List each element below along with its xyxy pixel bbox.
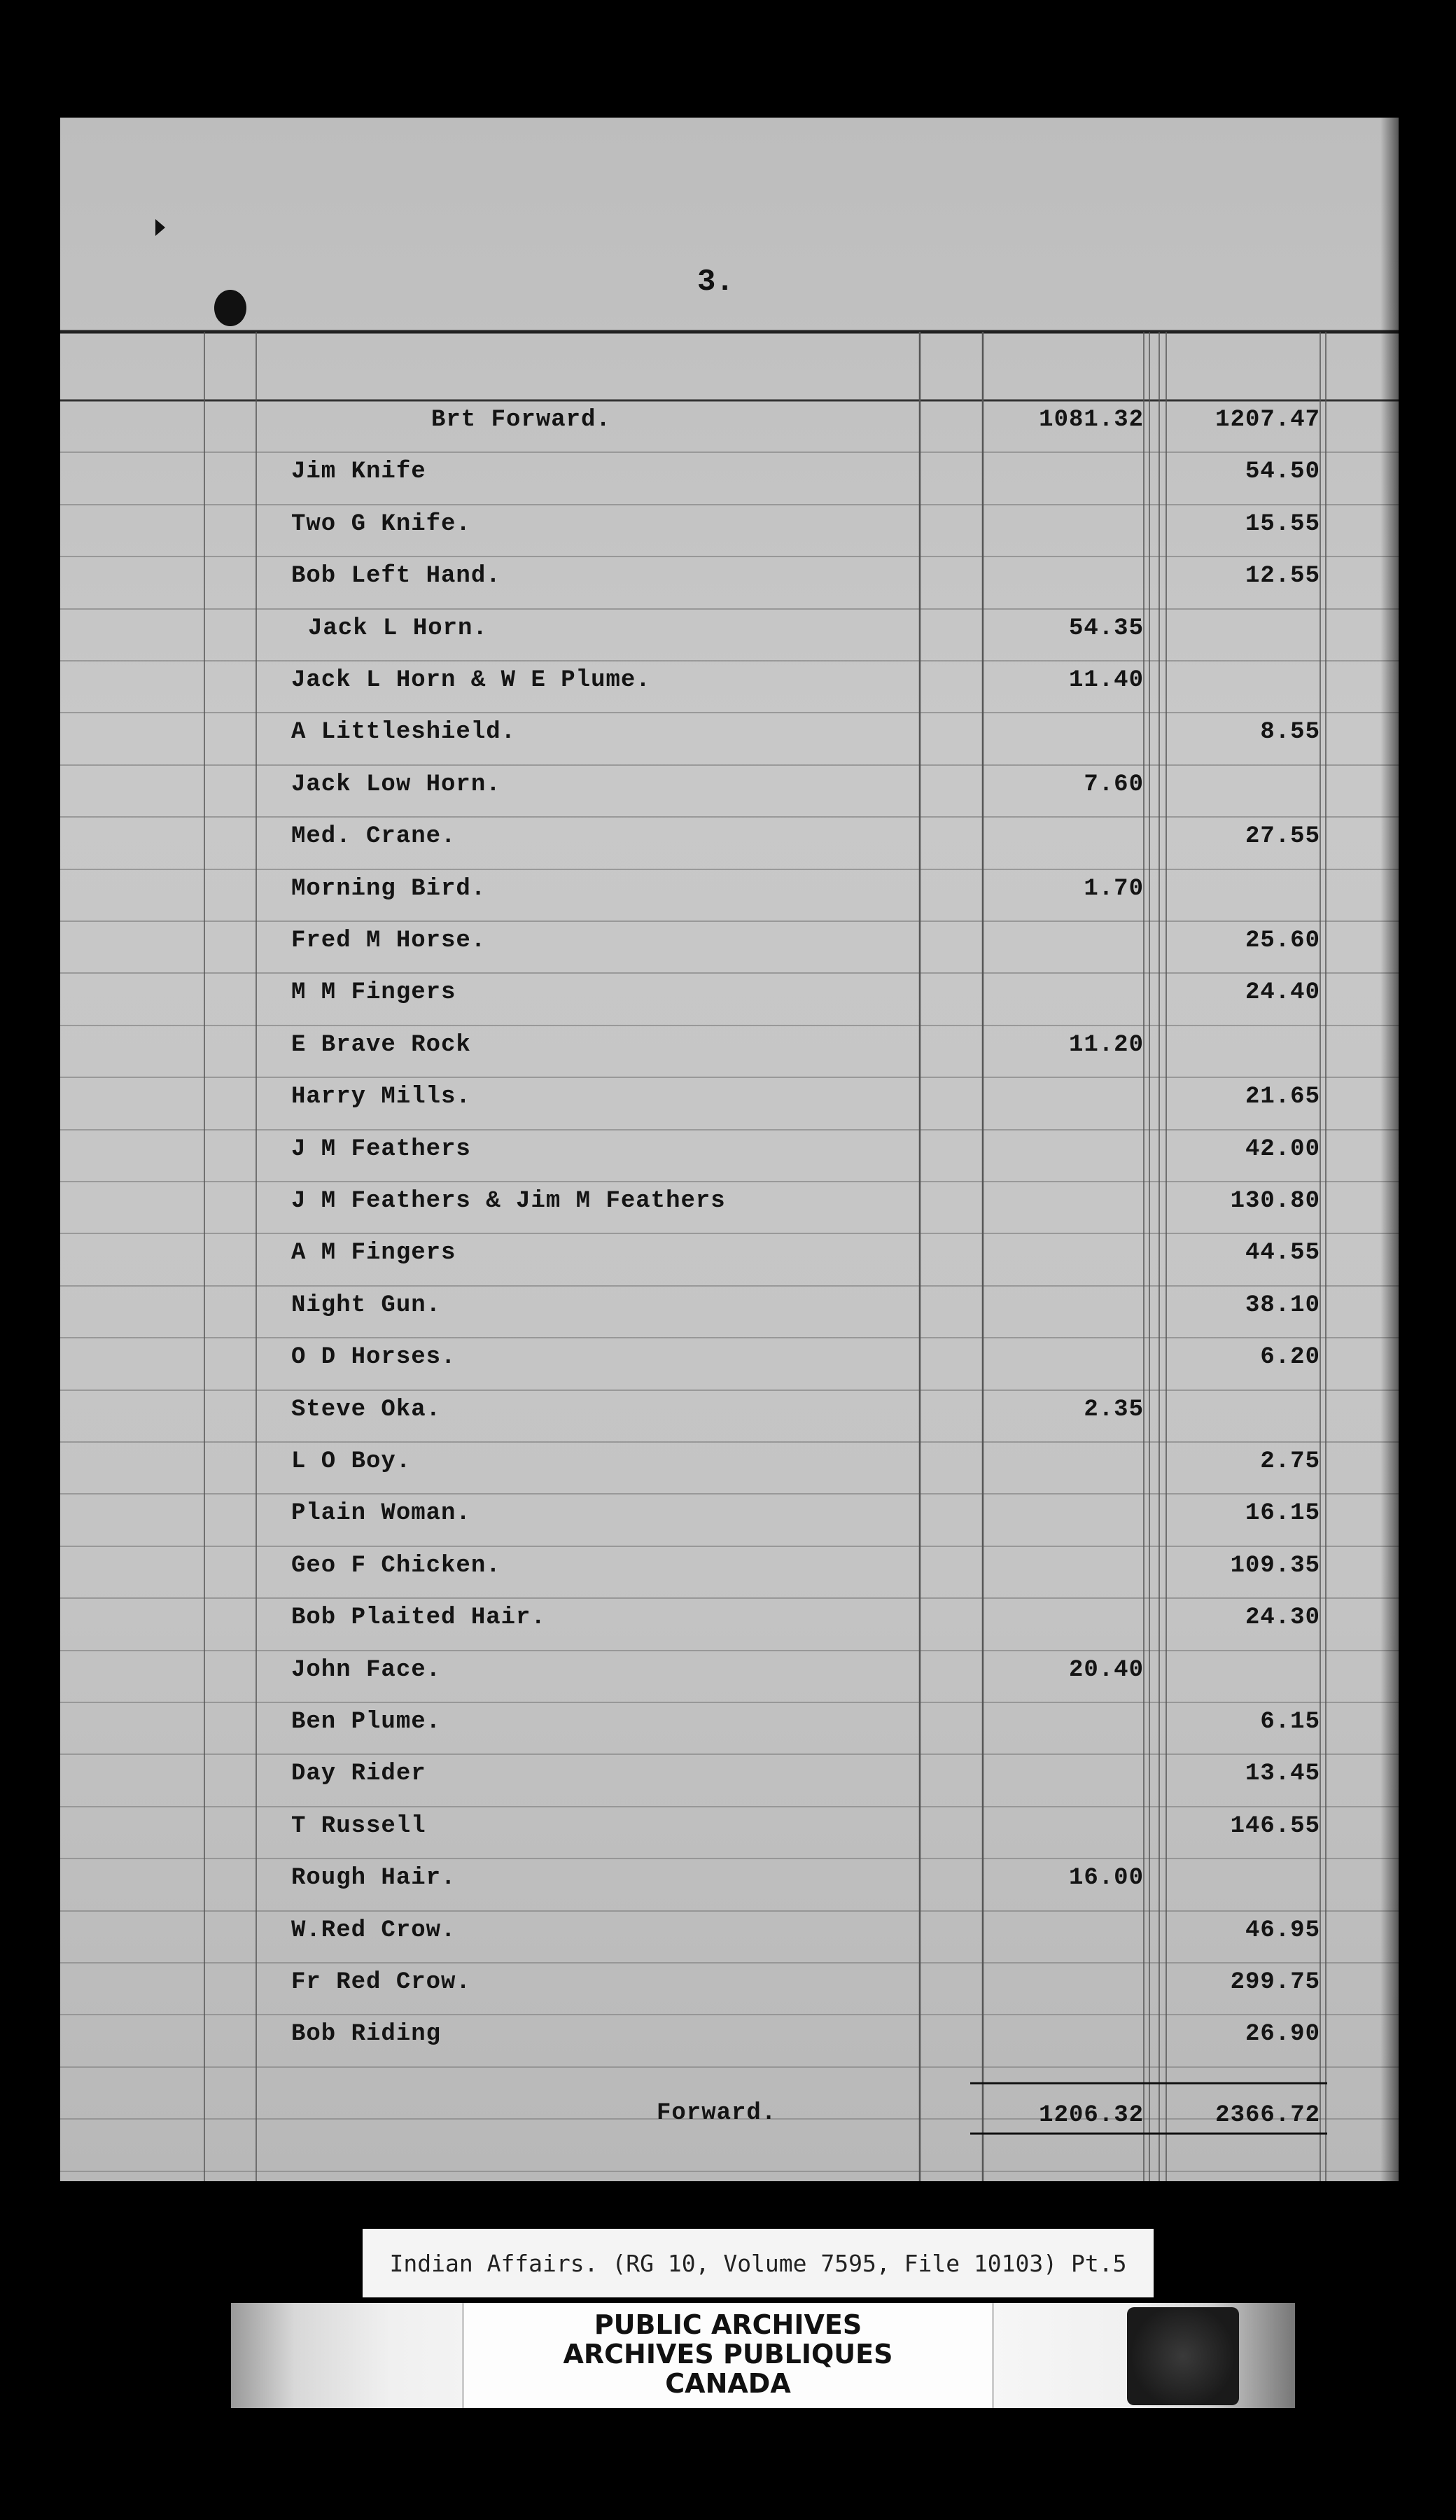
row-amount-column-2: 16.15 — [1245, 1500, 1320, 1527]
row-amount-column-2: 24.40 — [1245, 979, 1320, 1006]
archives-label-line-3: CANADA — [665, 2368, 791, 2399]
row-name: T Russell — [291, 1813, 426, 1840]
row-name: John Face. — [291, 1657, 442, 1684]
row-name: Two G Knife. — [291, 511, 471, 538]
row-amount-column-2: 27.55 — [1245, 823, 1320, 850]
row-name: L O Boy. — [291, 1448, 412, 1475]
row-amount-column-2: 44.55 — [1245, 1240, 1320, 1266]
row-name: Jack L Horn. — [308, 615, 488, 642]
row-amount-column-2: 2.75 — [1260, 1448, 1320, 1475]
row-amount-column-2: 299.75 — [1230, 1969, 1320, 1996]
strip-clip-right — [1127, 2307, 1239, 2405]
paper-mark — [155, 219, 165, 236]
forward-total-column-2: 2366.72 — [1215, 2102, 1320, 2129]
row-name: Morning Bird. — [291, 876, 486, 902]
row-amount-column-2: 26.90 — [1245, 2021, 1320, 2047]
archives-label — [462, 2303, 994, 2408]
row-name: Rough Hair. — [291, 1865, 456, 1891]
row-amount-column-2: 54.50 — [1245, 458, 1320, 485]
row-name: Jim Knife — [291, 458, 426, 485]
row-amount-column-2: 12.55 — [1245, 563, 1320, 589]
row-amount-column-2: 8.55 — [1260, 719, 1320, 746]
row-name: J M Feathers & Jim M Feathers — [291, 1188, 726, 1214]
row-amount-column-1: 16.00 — [1068, 1865, 1144, 1891]
row-name: A M Fingers — [291, 1240, 456, 1266]
row-amount-column-1: 7.60 — [1084, 771, 1144, 798]
row-amount-column-1: 1.70 — [1084, 876, 1144, 902]
row-name: Brt Forward. — [431, 407, 611, 433]
forward-total-column-1: 1206.32 — [1039, 2102, 1144, 2129]
archives-label-line-1: PUBLIC ARCHIVES — [594, 2309, 862, 2340]
row-amount-column-1: 2.35 — [1084, 1396, 1144, 1423]
archives-label-line-2: ARCHIVES PUBLIQUES — [563, 2339, 893, 2370]
forward-label: Forward. — [657, 2100, 777, 2127]
row-amount-column-1: 1081.32 — [1039, 407, 1144, 433]
punch-hole — [214, 290, 246, 326]
row-name: Day Rider — [291, 1760, 426, 1787]
row-amount-column-2: 38.10 — [1245, 1292, 1320, 1319]
row-amount-column-2: 24.30 — [1245, 1604, 1320, 1631]
row-amount-column-2: 13.45 — [1245, 1760, 1320, 1787]
row-name: Jack L Horn & W E Plume. — [291, 667, 651, 694]
row-amount-column-1: 54.35 — [1068, 615, 1144, 642]
row-name: Jack Low Horn. — [291, 771, 501, 798]
row-amount-column-2: 6.15 — [1260, 1709, 1320, 1735]
ledger-rules — [60, 118, 1399, 2181]
row-name: Fr Red Crow. — [291, 1969, 471, 1996]
row-amount-column-2: 6.20 — [1260, 1344, 1320, 1371]
row-amount-column-2: 46.95 — [1245, 1917, 1320, 1944]
row-amount-column-2: 42.00 — [1245, 1136, 1320, 1163]
row-name: Bob Riding — [291, 2021, 442, 2047]
row-name: A Littleshield. — [291, 719, 517, 746]
row-name: O D Horses. — [291, 1344, 456, 1371]
row-name: Plain Woman. — [291, 1500, 471, 1527]
row-amount-column-1: 20.40 — [1068, 1657, 1144, 1684]
row-name: Geo F Chicken. — [291, 1553, 501, 1579]
row-name: Med. Crane. — [291, 823, 456, 850]
row-name: Ben Plume. — [291, 1709, 442, 1735]
row-name: Night Gun. — [291, 1292, 442, 1319]
row-amount-column-2: 15.55 — [1245, 511, 1320, 538]
row-amount-column-2: 130.80 — [1230, 1188, 1320, 1214]
row-name: Bob Left Hand. — [291, 563, 501, 589]
row-amount-column-2: 21.65 — [1245, 1084, 1320, 1110]
row-name: J M Feathers — [291, 1136, 471, 1163]
row-name: Bob Plaited Hair. — [291, 1604, 546, 1631]
row-amount-column-2: 109.35 — [1230, 1553, 1320, 1579]
row-name: M M Fingers — [291, 979, 456, 1006]
row-amount-column-2: 1207.47 — [1215, 407, 1320, 433]
page-edge-shadow — [1380, 118, 1399, 2181]
row-amount-column-1: 11.40 — [1068, 667, 1144, 694]
row-amount-column-2: 146.55 — [1230, 1813, 1320, 1840]
row-name: Harry Mills. — [291, 1084, 471, 1110]
citation-label: Indian Affairs. (RG 10, Volume 7595, File 10103) Pt.5 — [363, 2229, 1154, 2297]
row-amount-column-2: 25.60 — [1245, 927, 1320, 954]
row-amount-column-1: 11.20 — [1068, 1032, 1144, 1058]
row-name: Fred M Horse. — [291, 927, 486, 954]
page-number: 3. — [697, 265, 734, 300]
ledger-page — [60, 118, 1399, 2181]
row-name: Steve Oka. — [291, 1396, 442, 1423]
row-name: W.Red Crow. — [291, 1917, 456, 1944]
row-name: E Brave Rock — [291, 1032, 471, 1058]
